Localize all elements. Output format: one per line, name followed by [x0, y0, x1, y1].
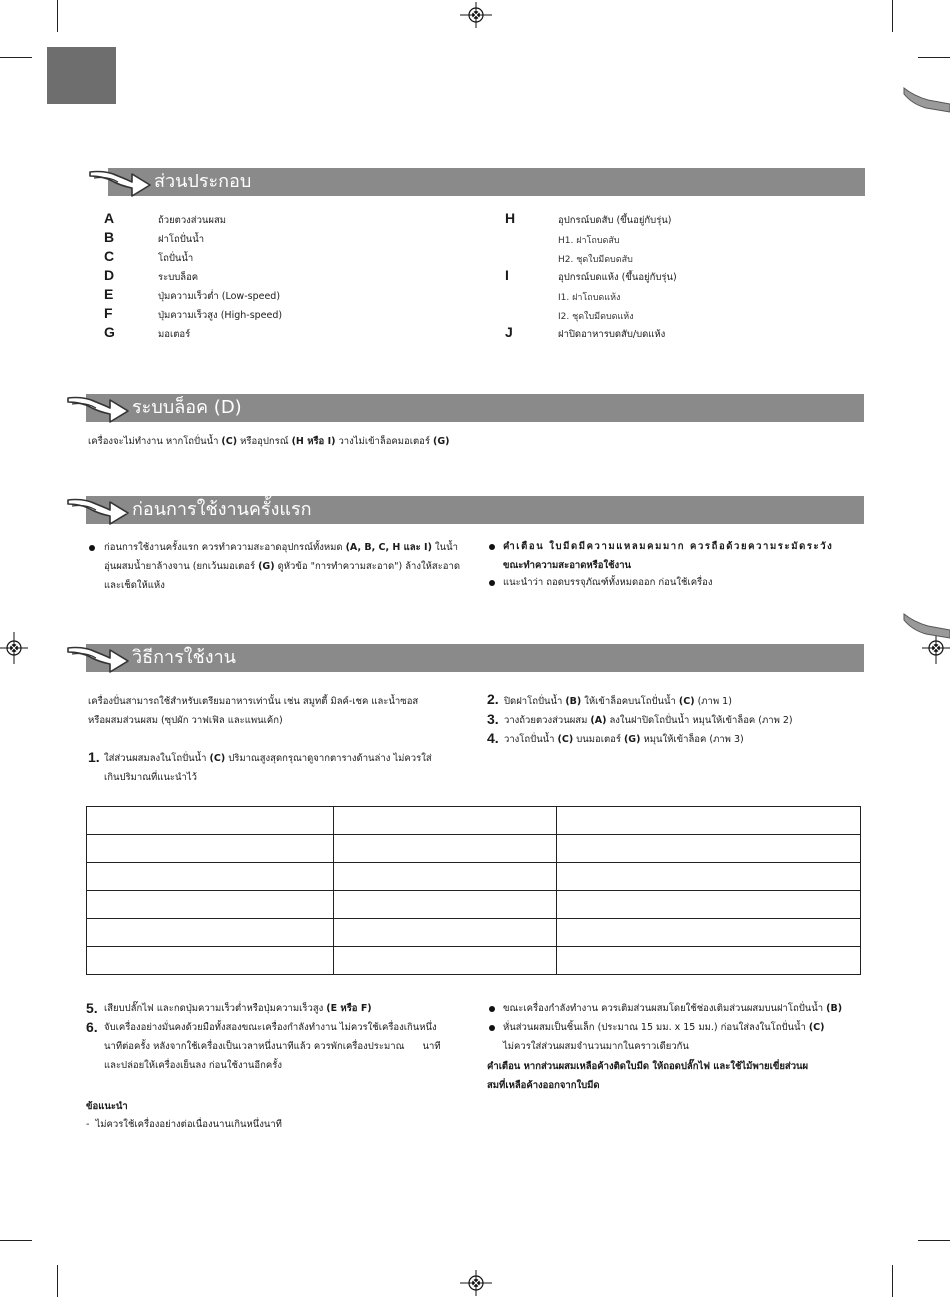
table-row: [87, 919, 861, 947]
table-row: [87, 807, 861, 835]
step-1-text: [104, 749, 466, 787]
text-run: (E หรือ F): [326, 1003, 372, 1014]
text-run: เครื่องจะไม่ทำงาน หากโถปั่นน้ำ: [88, 436, 222, 447]
residue-warning: [487, 1057, 867, 1095]
table-cell: [557, 807, 861, 835]
step-4-text: [504, 730, 744, 749]
text-line: ไม่ควรใส่ส่วนผสมจำนวนมากในคราวเดียวกัน: [503, 1041, 689, 1052]
tip-item: - ไม่ควรใช้เครื่องอย่างต่อเนื่องนานเกินหนึ่งนาที: [86, 1119, 282, 1130]
table-row: [87, 891, 861, 919]
text-line: ขณะทำความสะอาดหรือใช้งาน: [503, 560, 632, 571]
section-title: ส่วนประกอบ: [154, 171, 252, 192]
remove-packaging-note: แนะนำว่า ถอดบรรจุภัณฑ์ทั้งหมดออก ก่อนใช้เครื่อง: [503, 577, 713, 588]
page-curl-icon: [902, 84, 950, 114]
text-run: ดูหัวข้อ "การทำความสะอาด") ล้างให้สะอาด: [274, 561, 461, 572]
table-cell: [87, 947, 334, 975]
text-run: (C): [221, 436, 238, 447]
step-number: 3.: [487, 711, 499, 727]
text-run: หมุนให้เข้าล็อค (ภาพ 3): [640, 734, 744, 745]
tip-title: ข้อแนะนำ: [86, 1101, 128, 1112]
table-cell: [333, 835, 557, 863]
part-letter: A: [104, 210, 115, 226]
step-6-text: [104, 1018, 466, 1075]
section-title: วิธีการใช้งาน: [132, 647, 236, 668]
step-number: 5.: [86, 1000, 98, 1016]
text-run: ขณะเครื่องกำลังทำงาน ควรเติมส่วนผสมโดยใช้ช่องเติมส่วนผสมบนฝาโถปั่นน้ำ: [503, 1003, 827, 1014]
text-run: (ภาพ 1): [694, 696, 732, 707]
part-letter: G: [104, 324, 115, 340]
step-number: 1.: [88, 749, 100, 765]
part-letter: J: [505, 324, 513, 340]
text-run: บนมอเตอร์: [573, 734, 624, 745]
text-run: (A): [590, 715, 607, 726]
section-title: ระบบล็อค (D): [132, 397, 242, 418]
text-run: (B): [826, 1003, 843, 1014]
registration-mark-icon: [460, 2, 492, 28]
table-row: [87, 835, 861, 863]
text-run: วางโถปั่นน้ำ: [504, 734, 558, 745]
step-2-text: [504, 692, 732, 711]
table-cell: [557, 919, 861, 947]
step-3-text: [504, 711, 793, 730]
text-run: ใส่ส่วนผสมลงในโถปั่นน้ำ: [104, 753, 210, 764]
page-curl-icon: [902, 610, 950, 640]
crop-mark: [0, 1240, 32, 1241]
text-line: จับเครื่องอย่างมั่นคงด้วยมือทั้งสองขณะเครื่องกำลังทำงาน ไม่ควรใช้เครื่องเกินหนึ่ง: [104, 1022, 437, 1033]
text-run: (G): [433, 436, 450, 447]
blade-warning: [503, 537, 865, 575]
table-cell: [333, 863, 557, 891]
crop-mark: [892, 0, 893, 32]
text-line: คำเตือน หากส่วนผสมเหลือค้างติดใบมีด ให้ถอดปลั๊กไฟ และใช้ไม้พายเขี่ยส่วนผ: [487, 1061, 809, 1072]
arrow-icon: [66, 390, 130, 426]
crop-mark: [0, 57, 32, 58]
text-run: (C): [678, 696, 695, 707]
table-cell: [557, 947, 861, 975]
capacity-table: [86, 806, 861, 975]
how-to-intro: [88, 692, 466, 730]
part-sub-label: I1. ฝาโถบดแห้ง: [558, 293, 621, 303]
bullet-icon: [489, 544, 495, 550]
text-run: วางไม่เข้าล็อคมอเตอร์: [335, 436, 433, 447]
table-cell: [333, 919, 557, 947]
part-letter: E: [104, 286, 114, 302]
text-line: สมที่เหลือค้างออกจากใบมีด: [487, 1080, 600, 1091]
arrow-icon: [88, 164, 152, 200]
section-header-parts: [108, 168, 865, 196]
text-line: และปล่อยให้เครื่องเย็นลง ก่อนใช้งานอีกครั้ง: [104, 1060, 282, 1071]
registration-mark-icon: [460, 1270, 492, 1296]
section-header-lock: [86, 394, 864, 422]
part-label: อุปกรณ์บดแห้ง (ขึ้นอยู่กับรุ่น): [558, 272, 677, 283]
text-run: (C): [209, 753, 226, 764]
text-run: (A, B, C, H และ I): [345, 542, 432, 553]
section-title: ก่อนการใช้งานครั้งแรก: [132, 499, 312, 520]
table-cell: [87, 863, 334, 891]
table-cell: [557, 835, 861, 863]
bullet-icon: [489, 1006, 495, 1012]
part-letter: B: [104, 229, 115, 245]
text-run: (G): [623, 734, 641, 745]
part-sub-label: H2. ชุดใบมีดบดสับ: [558, 255, 633, 265]
table-cell: [557, 891, 861, 919]
table-row: [87, 947, 861, 975]
step-5-text: [104, 999, 372, 1018]
bullet-icon: [489, 580, 495, 586]
part-letter: C: [104, 248, 115, 264]
text-run: ก่อนการใช้งานครั้งแรก ควรทำความสะอาดอุปกรณ์ทั้งหมด: [104, 542, 346, 553]
crop-mark: [57, 1265, 58, 1297]
crop-mark: [892, 1265, 893, 1297]
lock-description: [88, 432, 449, 451]
registration-mark-icon: [0, 632, 28, 664]
table-cell: [87, 891, 334, 919]
text-run: ลงในฝาปิดโถปั่นน้ำ หมุนให้เข้าล็อค (ภาพ 2): [606, 715, 793, 726]
text-run: เสียบปลั๊กไฟ และกดปุ่มความเร็วต่ำหรือปุ่มความเร็วสูง: [104, 1003, 327, 1014]
text-line: หรือผสมส่วนผสม (ซุปผัก วาฟเฟิล และแพนเค้ก): [88, 715, 283, 726]
section-header-how-to: [86, 644, 864, 672]
add-ingredient-note: [503, 999, 842, 1018]
part-letter: H: [505, 210, 516, 226]
text-run: (C): [808, 1022, 825, 1033]
text-run: หรืออุปกรณ์: [237, 436, 292, 447]
text-run: (H หรือ I): [291, 436, 336, 447]
page-tab-block: [47, 47, 116, 104]
text-line: เกินปริมาณที่แนะนำไว้: [104, 772, 197, 783]
step-number: 4.: [487, 730, 499, 746]
arrow-icon: [66, 492, 130, 528]
part-label: ฝาปิดอาหารบดสับ/บดแห้ง: [558, 329, 666, 340]
crop-mark: [918, 57, 950, 58]
part-label: ระบบล็อค: [158, 272, 199, 283]
text-run: ให้เข้าล็อคบนโถปั่นน้ำ: [581, 696, 679, 707]
part-label: ปุ่มความเร็วต่ำ (Low-speed): [158, 291, 281, 302]
table-cell: [87, 835, 334, 863]
text-run: ปิดฝาโถปั่นน้ำ: [504, 696, 566, 707]
text-run: วางถ้วยตวงส่วนผสม: [504, 715, 591, 726]
text-run: (C): [557, 734, 574, 745]
text-run: อุ่นผสมน้ำยาล้างจาน (ยกเว้นมอเตอร์: [104, 561, 259, 572]
step-number: 2.: [487, 691, 499, 707]
part-letter: F: [104, 305, 113, 321]
table-cell: [333, 947, 557, 975]
crop-mark: [918, 1240, 950, 1241]
section-header-first-use: [86, 496, 864, 524]
part-label: ปุ่มความเร็วสูง (High-speed): [158, 310, 283, 321]
table-cell: [333, 891, 557, 919]
text-run: หั่นส่วนผสมเป็นชิ้นเล็ก (ประมาณ 15 มม. x 15 มม.) ก่อนใส่ลงในโถปั่นน้ำ: [503, 1022, 809, 1033]
text-run: ปริมาณสูงสุดกรุณาดูจากตารางด้านล่าง ไม่ควรใส่: [225, 753, 432, 764]
crop-mark: [57, 0, 58, 32]
first-use-instruction: [104, 538, 466, 595]
part-letter: I: [505, 267, 509, 283]
text-run: (G): [258, 561, 275, 572]
text-line: เครื่องปั่นสามารถใช้สำหรับเตรียมอาหารเท่านั้น เช่น สมูทตี้ มิลค์-เชค และน้ำซอส: [88, 696, 419, 707]
text-run: ในน้ำ: [431, 542, 458, 553]
table-cell: [557, 863, 861, 891]
text-line: คำเตือน ใบมีดมีความแหลมคมมาก ควรถือด้วยความระมัดระวัง: [503, 541, 834, 552]
arrow-icon: [66, 640, 130, 676]
table-cell: [87, 807, 334, 835]
text-line: นาทีต่อครั้ง หลังจากใช้เครื่องเป็นเวลาหนึ่งนาทีแล้ว ควรพักเครื่องประมาณ นาที: [104, 1041, 441, 1052]
part-letter: D: [104, 267, 115, 283]
part-sub-label: I2. ชุดใบมีดบดแห้ง: [558, 312, 634, 322]
table-cell: [333, 807, 557, 835]
step-number: 6.: [86, 1019, 98, 1035]
text-line: และเช็ดให้แห้ง: [104, 580, 165, 591]
table-cell: [87, 919, 334, 947]
part-sub-label: H1. ฝาโถบดสับ: [558, 236, 620, 246]
bullet-icon: [489, 1025, 495, 1031]
part-label: ฝาโถปั่นน้ำ: [158, 234, 205, 245]
part-label: มอเตอร์: [158, 329, 191, 340]
text-run: (B): [565, 696, 582, 707]
table-row: [87, 863, 861, 891]
part-label: โถปั่นน้ำ: [158, 253, 194, 264]
part-label: อุปกรณ์บดสับ (ขึ้นอยู่กับรุ่น): [558, 215, 672, 226]
cut-ingredient-note: [503, 1018, 865, 1056]
part-label: ถ้วยตวงส่วนผสม: [158, 215, 227, 226]
bullet-icon: [89, 545, 95, 551]
